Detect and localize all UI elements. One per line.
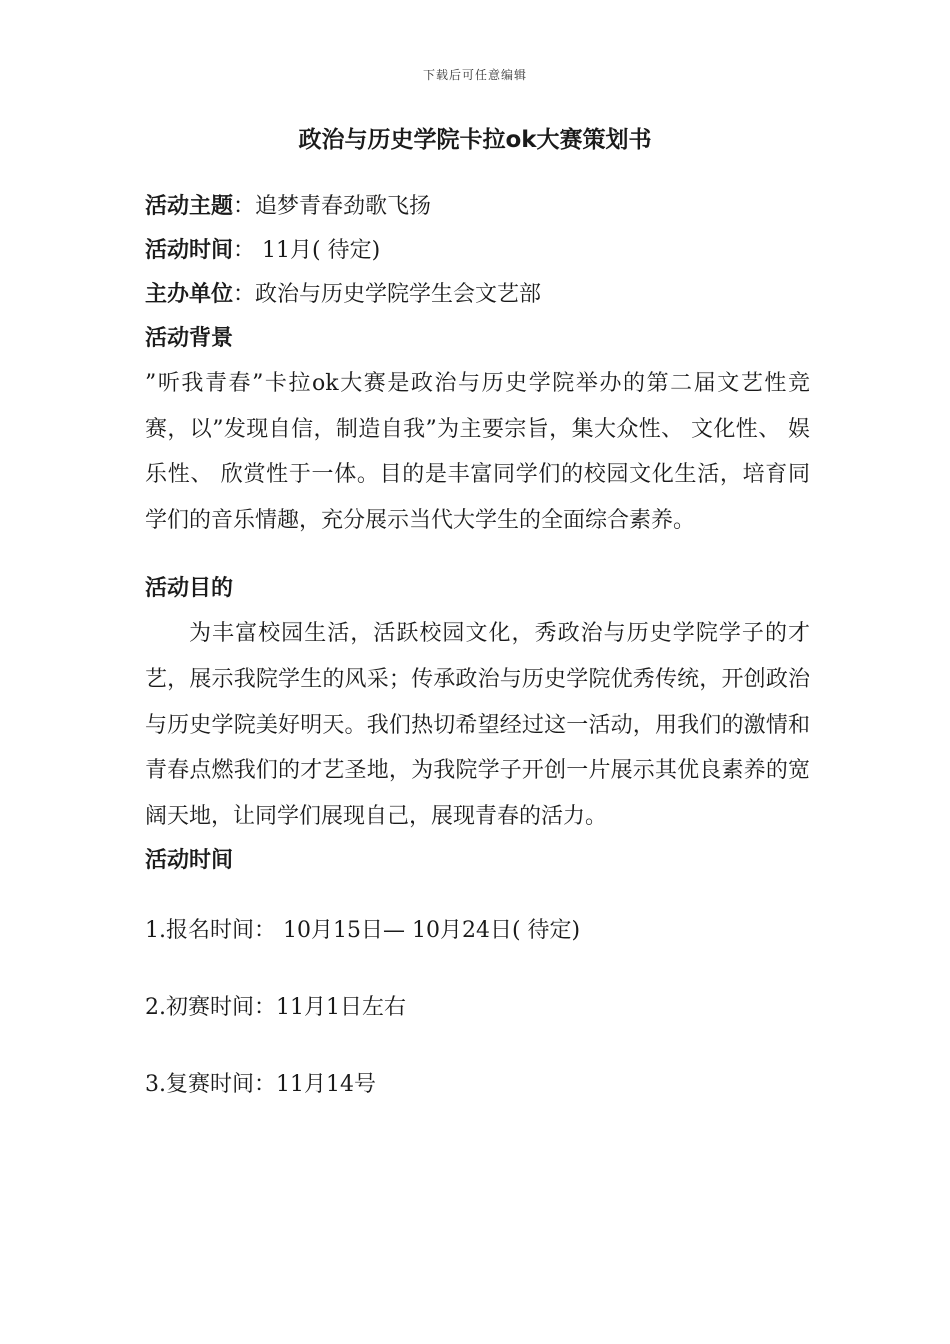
theme-value: 追梦青春劲歌飞扬: [255, 194, 432, 219]
schedule-list: [145, 909, 810, 1140]
time-label: 活动时间: [145, 238, 234, 263]
colon: ：: [233, 282, 256, 307]
host-value: 政治与历史学院学生会文艺部: [255, 282, 542, 307]
document-body: [145, 185, 810, 1140]
purpose-heading: 活动目的: [145, 576, 234, 602]
header-note: 下载后可任意编辑: [422, 68, 527, 82]
host-row: [145, 273, 810, 317]
schedule-item-semifinal: 3.复赛时间：11月14号: [145, 1072, 376, 1098]
schedule-item-preliminary: 2.初赛时间：11月1日左右: [145, 995, 406, 1021]
background-heading: 活动背景: [145, 326, 234, 351]
colon: ：: [233, 194, 256, 219]
schedule-item-registration: 1.报名时间： 10月15日— 10月24日( 待定): [145, 918, 581, 944]
purpose-paragraph: 为丰富校园生活，活跃校园文化，秀政治与历史学院学子的才艺，展示我院学生的风采；传承政治与历史学院优秀传统，开创政治与历史学院美好明天。我们热切希望经过这一活动，用我们的激情和青春点燃我们的才艺圣地，为我院学子开创一片展示其优良素养的宽阔天地，让同学们展现自己，展现青春的活力。: [145, 621, 810, 829]
spacer: [145, 543, 810, 567]
theme-row: [145, 185, 810, 229]
theme-label: 活动主题: [145, 194, 234, 219]
colon: ：: [233, 238, 256, 263]
time-row: [145, 229, 810, 273]
schedule-heading: 活动时间: [145, 848, 234, 874]
document-title: 政治与历史学院卡拉ok大赛策划书: [298, 127, 652, 153]
background-paragraph: ”听我青春”卡拉ok大赛是政治与历史学院举办的第二届文艺性竞赛，以”发现自信，制造自我”为主要宗旨，集大众性、 文化性、 娱乐性、 欣赏性于一体。目的是丰富同学们的校园文化生活，培育同学们的音乐情趣，充分展示当代大学生的全面综合素养。: [145, 371, 810, 533]
host-label: 主办单位: [145, 282, 234, 307]
time-value: 11月( 待定): [255, 238, 381, 263]
